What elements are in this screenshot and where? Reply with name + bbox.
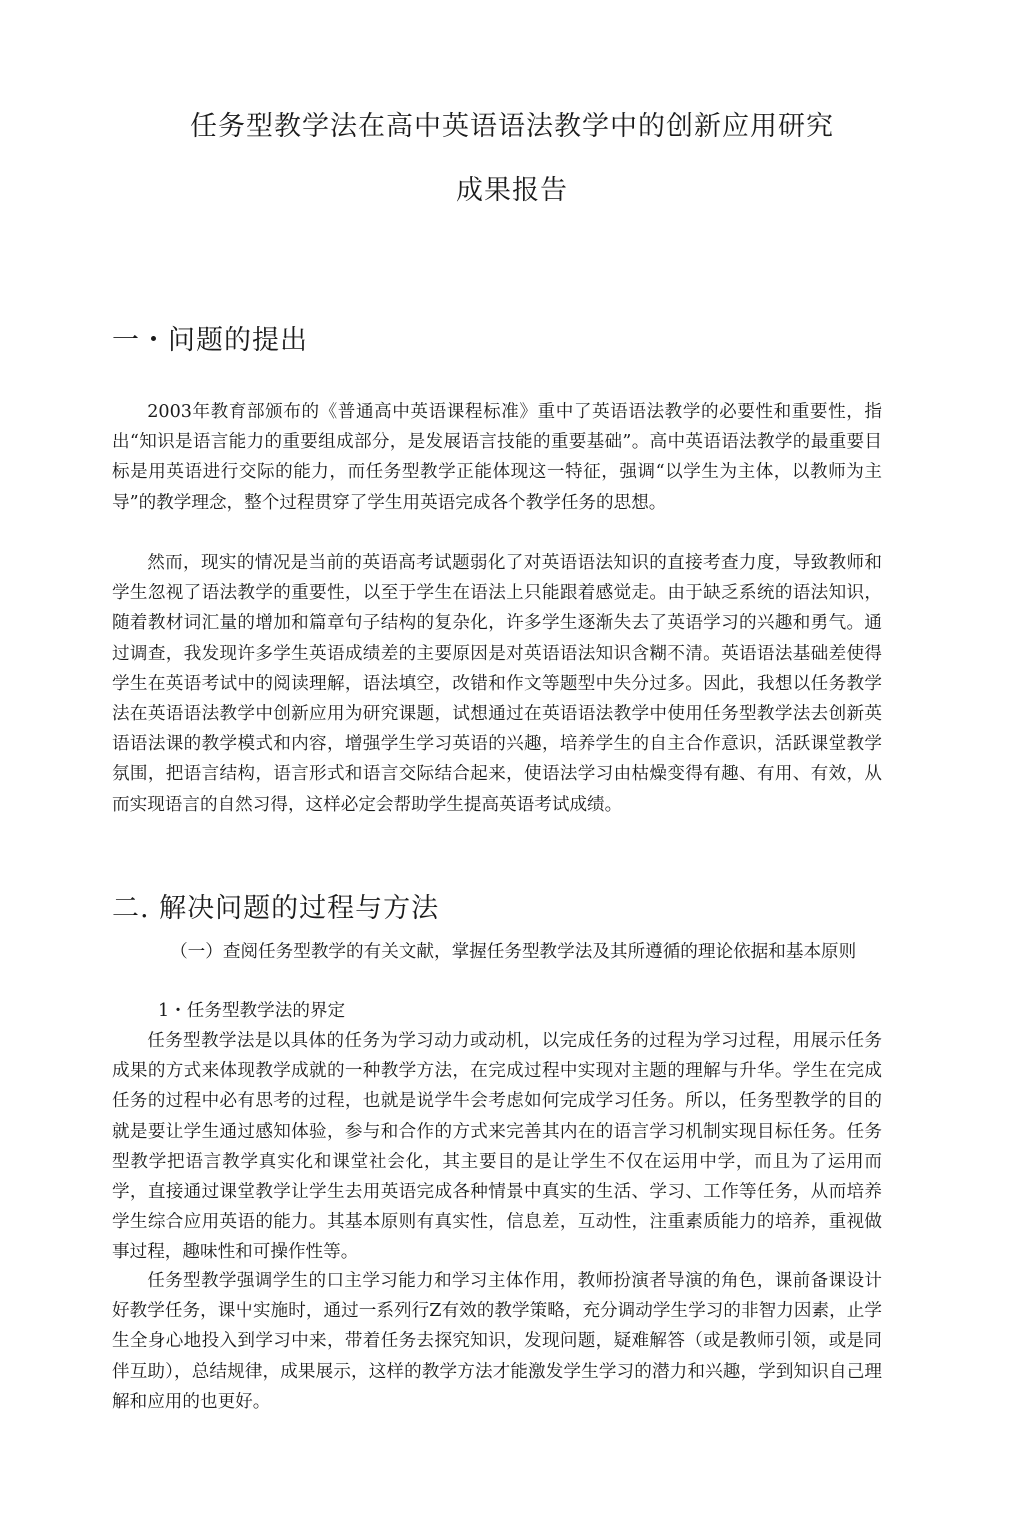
document-subtitle: 成果报告 xyxy=(456,175,568,206)
paragraph: 任务型教学法是以具体的任务为学习动力或动机，以完成任务的过程为学习过程，用展示任务成果的方式来体现教学成就的一种教学方法，在完成过程中实现对主题的理解与升华。学生在完成任务的过程中必有思考的过程，也就是说学牛会考虑如何完成学习任务。所以，任务型教学的目的就是要让学生通过感知体验，参与和合作的方式来完善其内在的语言学习机制实现目标任务。任务型教学把语言教学真实化和课堂社会化，其主要目的是让学生不仅在运用中学，而且为了运用而学，直接通过课堂教学让学生去用英语完成各种情景中真实的生活、学习、工作等任务，从而培养学生综合应用英语的能力。其基本原则有真实性，信息差，互动性，注重素质能力的培养，重视做事过程，趣味性和可操作性等。 xyxy=(112,1031,882,1263)
paragraph: 然而，现实的情况是当前的英语高考试题弱化了对英语语法知识的直接考查力度，导致教师和学生忽视了语法教学的重要性，以至于学生在语法上只能跟着感觉走。由于缺乏系统的语法知识，随着教材词汇量的增加和篇章句子结构的复杂化，许多学生逐渐失去了英语学习的兴趣和勇气。通过调查，我发现许多学生英语成绩差的主要原因是对英语语法知识含糊不清。英语语法基础差使得学生在英语考试中的阅读理解，语法填空，改错和作文等题型中失分过多。因此，我想以任务教学法在英语语法教学中创新应用为研究课题，试想通过在英语语法教学中使用任务型教学法去创新英语语法课的教学模式和内容，增强学生学习英语的兴趣，培养学生的自主合作意识，活跃课堂教学氛围，把语言结构，语言形式和语言交际结合起来，使语法学习由枯燥变得有趣、有用、有效，从而实现语言的自然习得，这样必定会帮助学生提高英语考试成绩。 xyxy=(112,553,882,815)
paragraph: 2003年教育部颁布的《普通高中英语课程标准》重中了英语语法教学的必要性和重要性，指出“知识是语言能力的重要组成部分，是发展语言技能的重要基础”。高中英语语法教学的最重要目标是用英语进行交际的能力，而任务型教学正能体现这一特征，强调“以学生为主体，以教师为主导”的教学理念，整个过程贯穿了学生用英语完成各个教学任务的思想。 xyxy=(112,402,882,513)
section-heading-2: 二. 解决问题的过程与方法 xyxy=(112,893,440,924)
item-title: 1・任务型教学法的界定 xyxy=(158,1001,346,1021)
document-title: 任务型教学法在高中英语语法教学中的创新应用研究 xyxy=(190,111,834,142)
section-heading-1: 一・问题的提出 xyxy=(112,325,308,356)
subsection-title: （一）查阅任务型教学的有关文献，掌握任务型教学法及其所遵循的理论依据和基本原则 xyxy=(170,942,857,962)
paragraph: 任务型教学强调学生的口主学习能力和学习主体作用，教师扮演者导演的角色，课前备课设计好教学任务，课屮实施时，通过一系列行Z有效的教学策略，充分调动学生学习的非智力因素，止学生全身心地投入到学习中来，带着任务去探究知识，发现问题，疑难解答（或是教师引领，或是同伴互助），总结规律，成果展示，这样的教学方法才能激发学生学习的潜力和兴趣，学到知识自己理解和应用的也更好。 xyxy=(112,1271,882,1412)
